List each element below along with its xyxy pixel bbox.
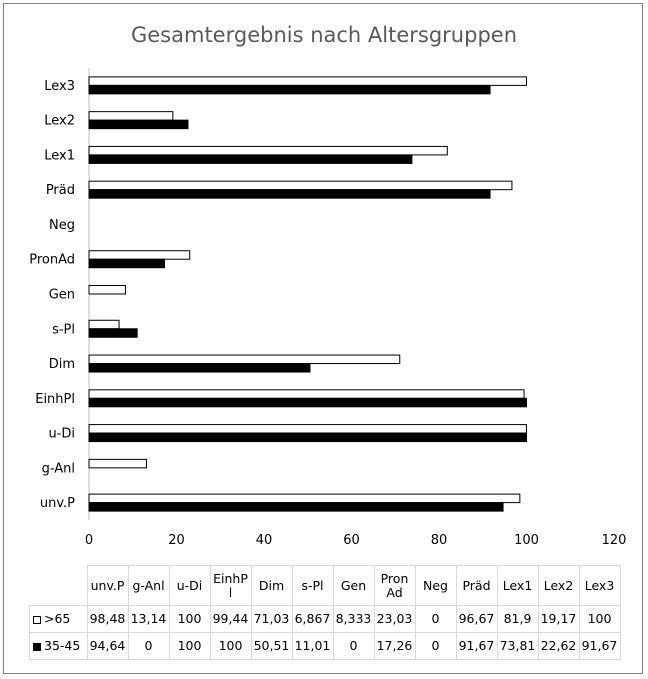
table-value-cell: 91,67 <box>456 633 497 660</box>
table-header-cell: Lex3 <box>579 566 620 606</box>
table-header-cell: u-Di <box>169 566 210 606</box>
table-value-cell: 71,03 <box>251 606 292 633</box>
table-value-cell: 0 <box>415 606 456 633</box>
data-table <box>29 565 621 660</box>
table-value-cell: 23,03 <box>374 606 415 633</box>
category-label: s-Pl <box>52 322 75 338</box>
table-value-cell: 81,9 <box>497 606 538 633</box>
bar-35-45 <box>89 85 490 94</box>
table-value-cell: 94,64 <box>87 633 128 660</box>
table-value-cell: 13,14 <box>128 606 169 633</box>
legend-swatch <box>33 616 41 624</box>
bar-over65 <box>89 355 400 364</box>
table-row <box>30 606 621 633</box>
bar-35-45 <box>89 364 310 373</box>
bar-35-45 <box>89 155 412 164</box>
category-label: PronAd <box>29 252 75 268</box>
bar-chart-plot <box>4 4 644 560</box>
bar-35-45 <box>89 398 527 407</box>
series-legend-cell <box>30 606 88 633</box>
table-header-cell: unv.P <box>87 566 128 606</box>
table-value-cell: 0 <box>415 633 456 660</box>
table-header-cell: Lex2 <box>538 566 579 606</box>
table-value-cell: 0 <box>128 633 169 660</box>
table-value-cell: 99,44 <box>210 606 251 633</box>
table-value-cell: 73,81 <box>497 633 538 660</box>
series-name: 35-45 <box>44 638 81 653</box>
table-value-cell: 17,26 <box>374 633 415 660</box>
table-value-cell: 22,62 <box>538 633 579 660</box>
bar-35-45 <box>89 120 188 128</box>
category-label: unv.P <box>39 496 75 512</box>
category-label: Gen <box>48 287 75 303</box>
bar-35-45 <box>89 190 490 199</box>
bar-over65 <box>89 251 190 260</box>
table-header-cell: s-Pl <box>292 566 333 606</box>
category-label: Neg <box>49 217 75 233</box>
bar-over65 <box>89 459 146 468</box>
x-tick-label: 0 <box>84 533 94 548</box>
table-value-cell: 100 <box>169 633 210 660</box>
bar-35-45 <box>89 259 165 268</box>
table-value-cell: 8,333 <box>333 606 374 633</box>
table-value-cell: 96,67 <box>456 606 497 633</box>
bar-35-45 <box>89 433 527 442</box>
table-header-cell: Neg <box>415 566 456 606</box>
bar-over65 <box>89 146 447 155</box>
bar-over65 <box>89 425 527 434</box>
bar-over65 <box>89 320 119 329</box>
table-value-cell: 19,17 <box>538 606 579 633</box>
category-label: EinhPl <box>35 391 75 407</box>
table-value-cell: 91,67 <box>579 633 620 660</box>
table-header-cell: EinhP l <box>210 566 251 606</box>
table-header-cell: Präd <box>456 566 497 606</box>
x-tick-label: 20 <box>168 533 185 548</box>
table-header-row <box>30 566 621 606</box>
category-label: Lex3 <box>44 78 75 94</box>
table-row <box>30 633 621 660</box>
bar-over65 <box>89 77 527 86</box>
x-tick-label: 100 <box>514 533 539 548</box>
table-header-cell: Gen <box>333 566 374 606</box>
bar-over65 <box>89 286 125 295</box>
series-name: >65 <box>44 611 71 626</box>
bar-over65 <box>89 112 173 121</box>
category-label: g-Anl <box>41 461 75 477</box>
table-corner-cell <box>30 566 88 606</box>
x-tick-label: 120 <box>601 533 627 548</box>
bar-over65 <box>89 390 524 399</box>
table-header-cell: g-Anl <box>128 566 169 606</box>
x-tick-label: 60 <box>343 533 360 548</box>
table-value-cell: 98,48 <box>87 606 128 633</box>
table-value-cell: 100 <box>210 633 251 660</box>
table-value-cell: 100 <box>579 606 620 633</box>
category-label: Präd <box>45 183 75 199</box>
table-value-cell: 6,867 <box>292 606 333 633</box>
bar-over65 <box>89 494 520 503</box>
table-value-cell: 11,01 <box>292 633 333 660</box>
category-label: Dim <box>48 357 75 373</box>
bar-35-45 <box>89 329 137 338</box>
legend-swatch <box>33 643 41 651</box>
category-label: Lex2 <box>44 113 75 129</box>
series-legend-cell <box>30 633 88 660</box>
category-label: Lex1 <box>44 148 75 164</box>
table-header-cell: Dim <box>251 566 292 606</box>
x-tick-label: 80 <box>430 533 448 548</box>
x-tick-label: 40 <box>255 533 273 548</box>
category-label: u-Di <box>48 426 75 442</box>
chart-title: Gesamtergebnis nach Altersgruppen <box>130 23 518 47</box>
table-value-cell: 100 <box>169 606 210 633</box>
table-value-cell: 50,51 <box>251 633 292 660</box>
table-header-cell: Pron Ad <box>374 566 415 606</box>
table-header-cell: Lex1 <box>497 566 538 606</box>
bar-35-45 <box>89 503 503 512</box>
table-value-cell: 0 <box>333 633 374 660</box>
chart-frame <box>3 3 643 674</box>
bar-over65 <box>89 181 512 190</box>
